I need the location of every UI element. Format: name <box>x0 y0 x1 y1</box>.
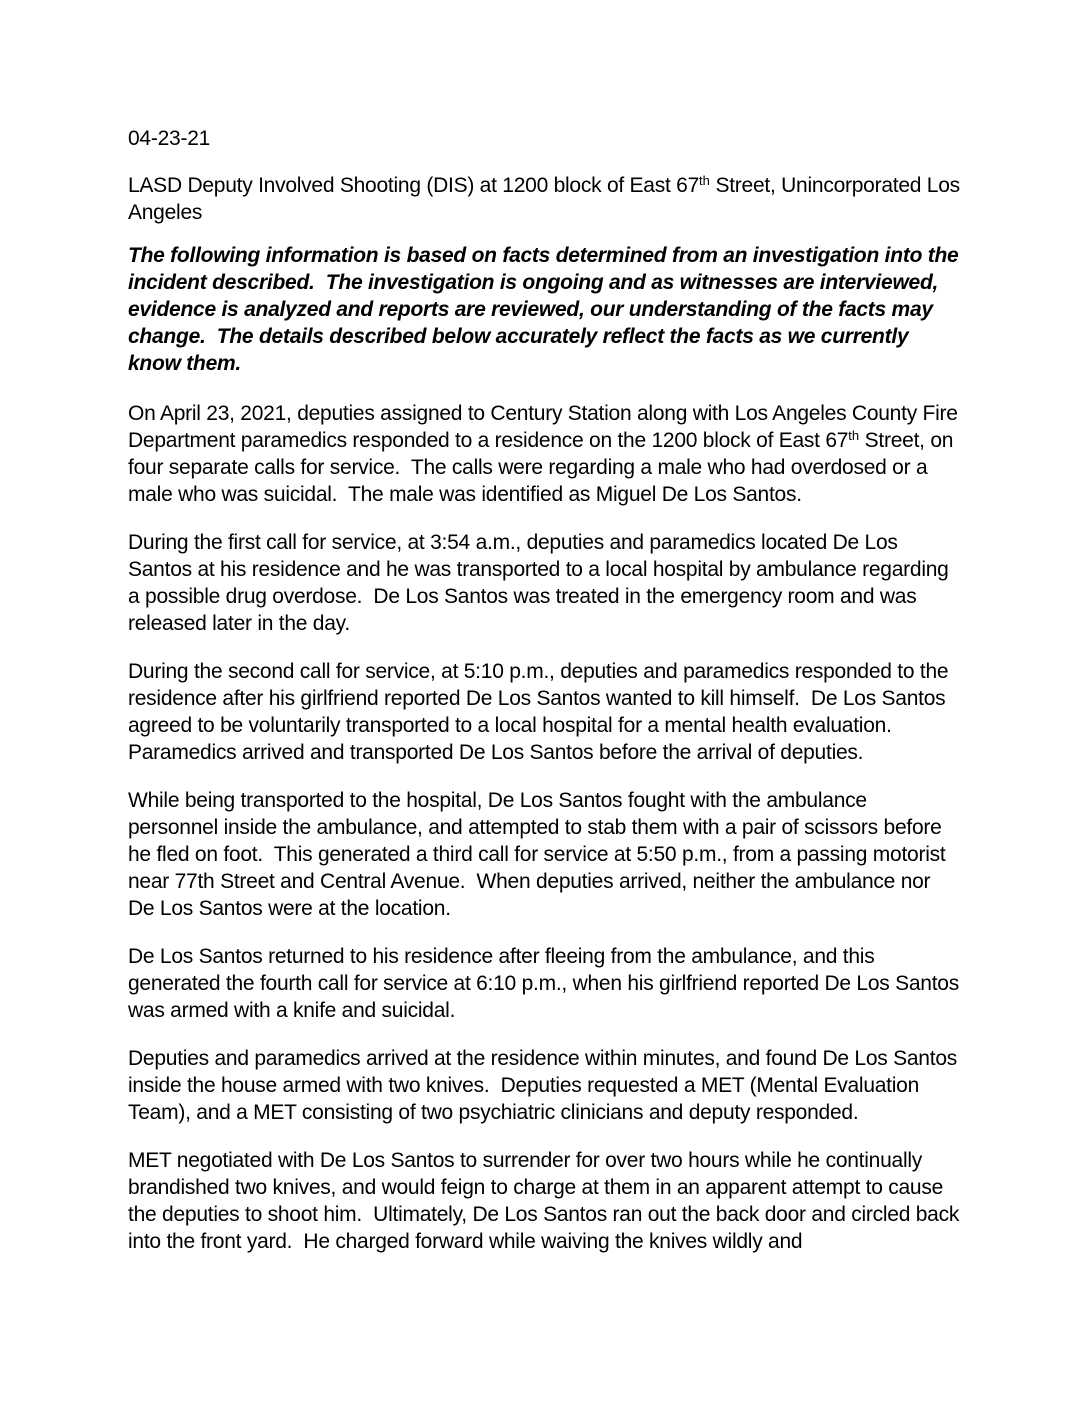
paragraph-fourth-call-service: De Los Santos returned to his residence after fleeing from the ambulance, and this generated the fourth call for service at 6:10 p.m., when his girlfriend reported De Los Santos was armed with a knife and suicidal. <box>128 945 965 1022</box>
title-text-segment: LASD Deputy Involved Shooting (DIS) at 1200 block of East 67 <box>128 174 700 197</box>
paragraph-met-negotiation: MET negotiated with De Los Santos to surrender for over two hours while he continually brandished two knives, and would feign to charge at them in an apparent attempt to cause the deputies to shoot him. Ultimately, De Los Santos ran out the back door and circled back into the front yard. He charged forward while waiving the knives wildly and <box>128 1149 965 1253</box>
document-title <box>128 172 965 226</box>
paragraph-third-call-service: While being transported to the hospital, De Los Santos fought with the ambulance personnel inside the ambulance, and attempted to stab them with a pair of scissors before he fled on foot. This generated a third call for service at 5:50 p.m., from a passing motorist near 77th Street and Central Avenue. When deputies arrived, neither the ambulance nor De Los Santos were at the location. <box>128 789 952 920</box>
paragraph-text-segment: Street, on four separate calls for service. The calls were regarding a male who had overdosed or a male who was suicidal. The male was identified as Miguel De Los Santos. <box>128 429 959 506</box>
title-text-segment: Street, Unincorporated Los Angeles <box>128 174 965 224</box>
paragraph-first-call-service: During the first call for service, at 3:54 a.m., deputies and paramedics located De Los Santos at his residence and he was transported to a local hospital by ambulance regarding a possible drug overdose. De Los Santos was treated in the emergency room and was released later in the day. <box>128 531 955 635</box>
paragraph-text-segment: On April 23, 2021, deputies assigned to Century Station along with Los Angeles County Fire Department paramedics responded to a residence on the 1200 block of East 67 <box>128 402 964 452</box>
paragraph-met-requested: Deputies and paramedics arrived at the residence within minutes, and found De Los Santos inside the house armed with two knives. Deputies requested a MET (Mental Evaluation Team), and a MET consisting of two psychiatric clinicians and deputy responded. <box>128 1047 963 1124</box>
paragraph-first-calls <box>128 400 964 508</box>
document-date: 04-23-21 <box>128 127 211 150</box>
disclaimer-paragraph: The following information is based on facts determined from an investigation into the incident described. The investigation is ongoing and as witnesses are interviewed, evidence is analyzed and reports are reviewed, our understanding of the facts may change. The details described below accurately reflect the facts as we currently know them. <box>128 244 965 375</box>
title-ordinal-superscript: th <box>699 173 710 188</box>
paragraph-second-call-service: During the second call for service, at 5:10 p.m., deputies and paramedics responded to the residence after his girlfriend reported De Los Santos wanted to kill himself. De Los Santos agreed to be voluntarily transported to a local hospital for a mental health evaluation. Paramedics arrived and transported De Los Santos before the arrival of deputies. <box>128 660 954 764</box>
street-ordinal-superscript: th <box>848 428 860 443</box>
